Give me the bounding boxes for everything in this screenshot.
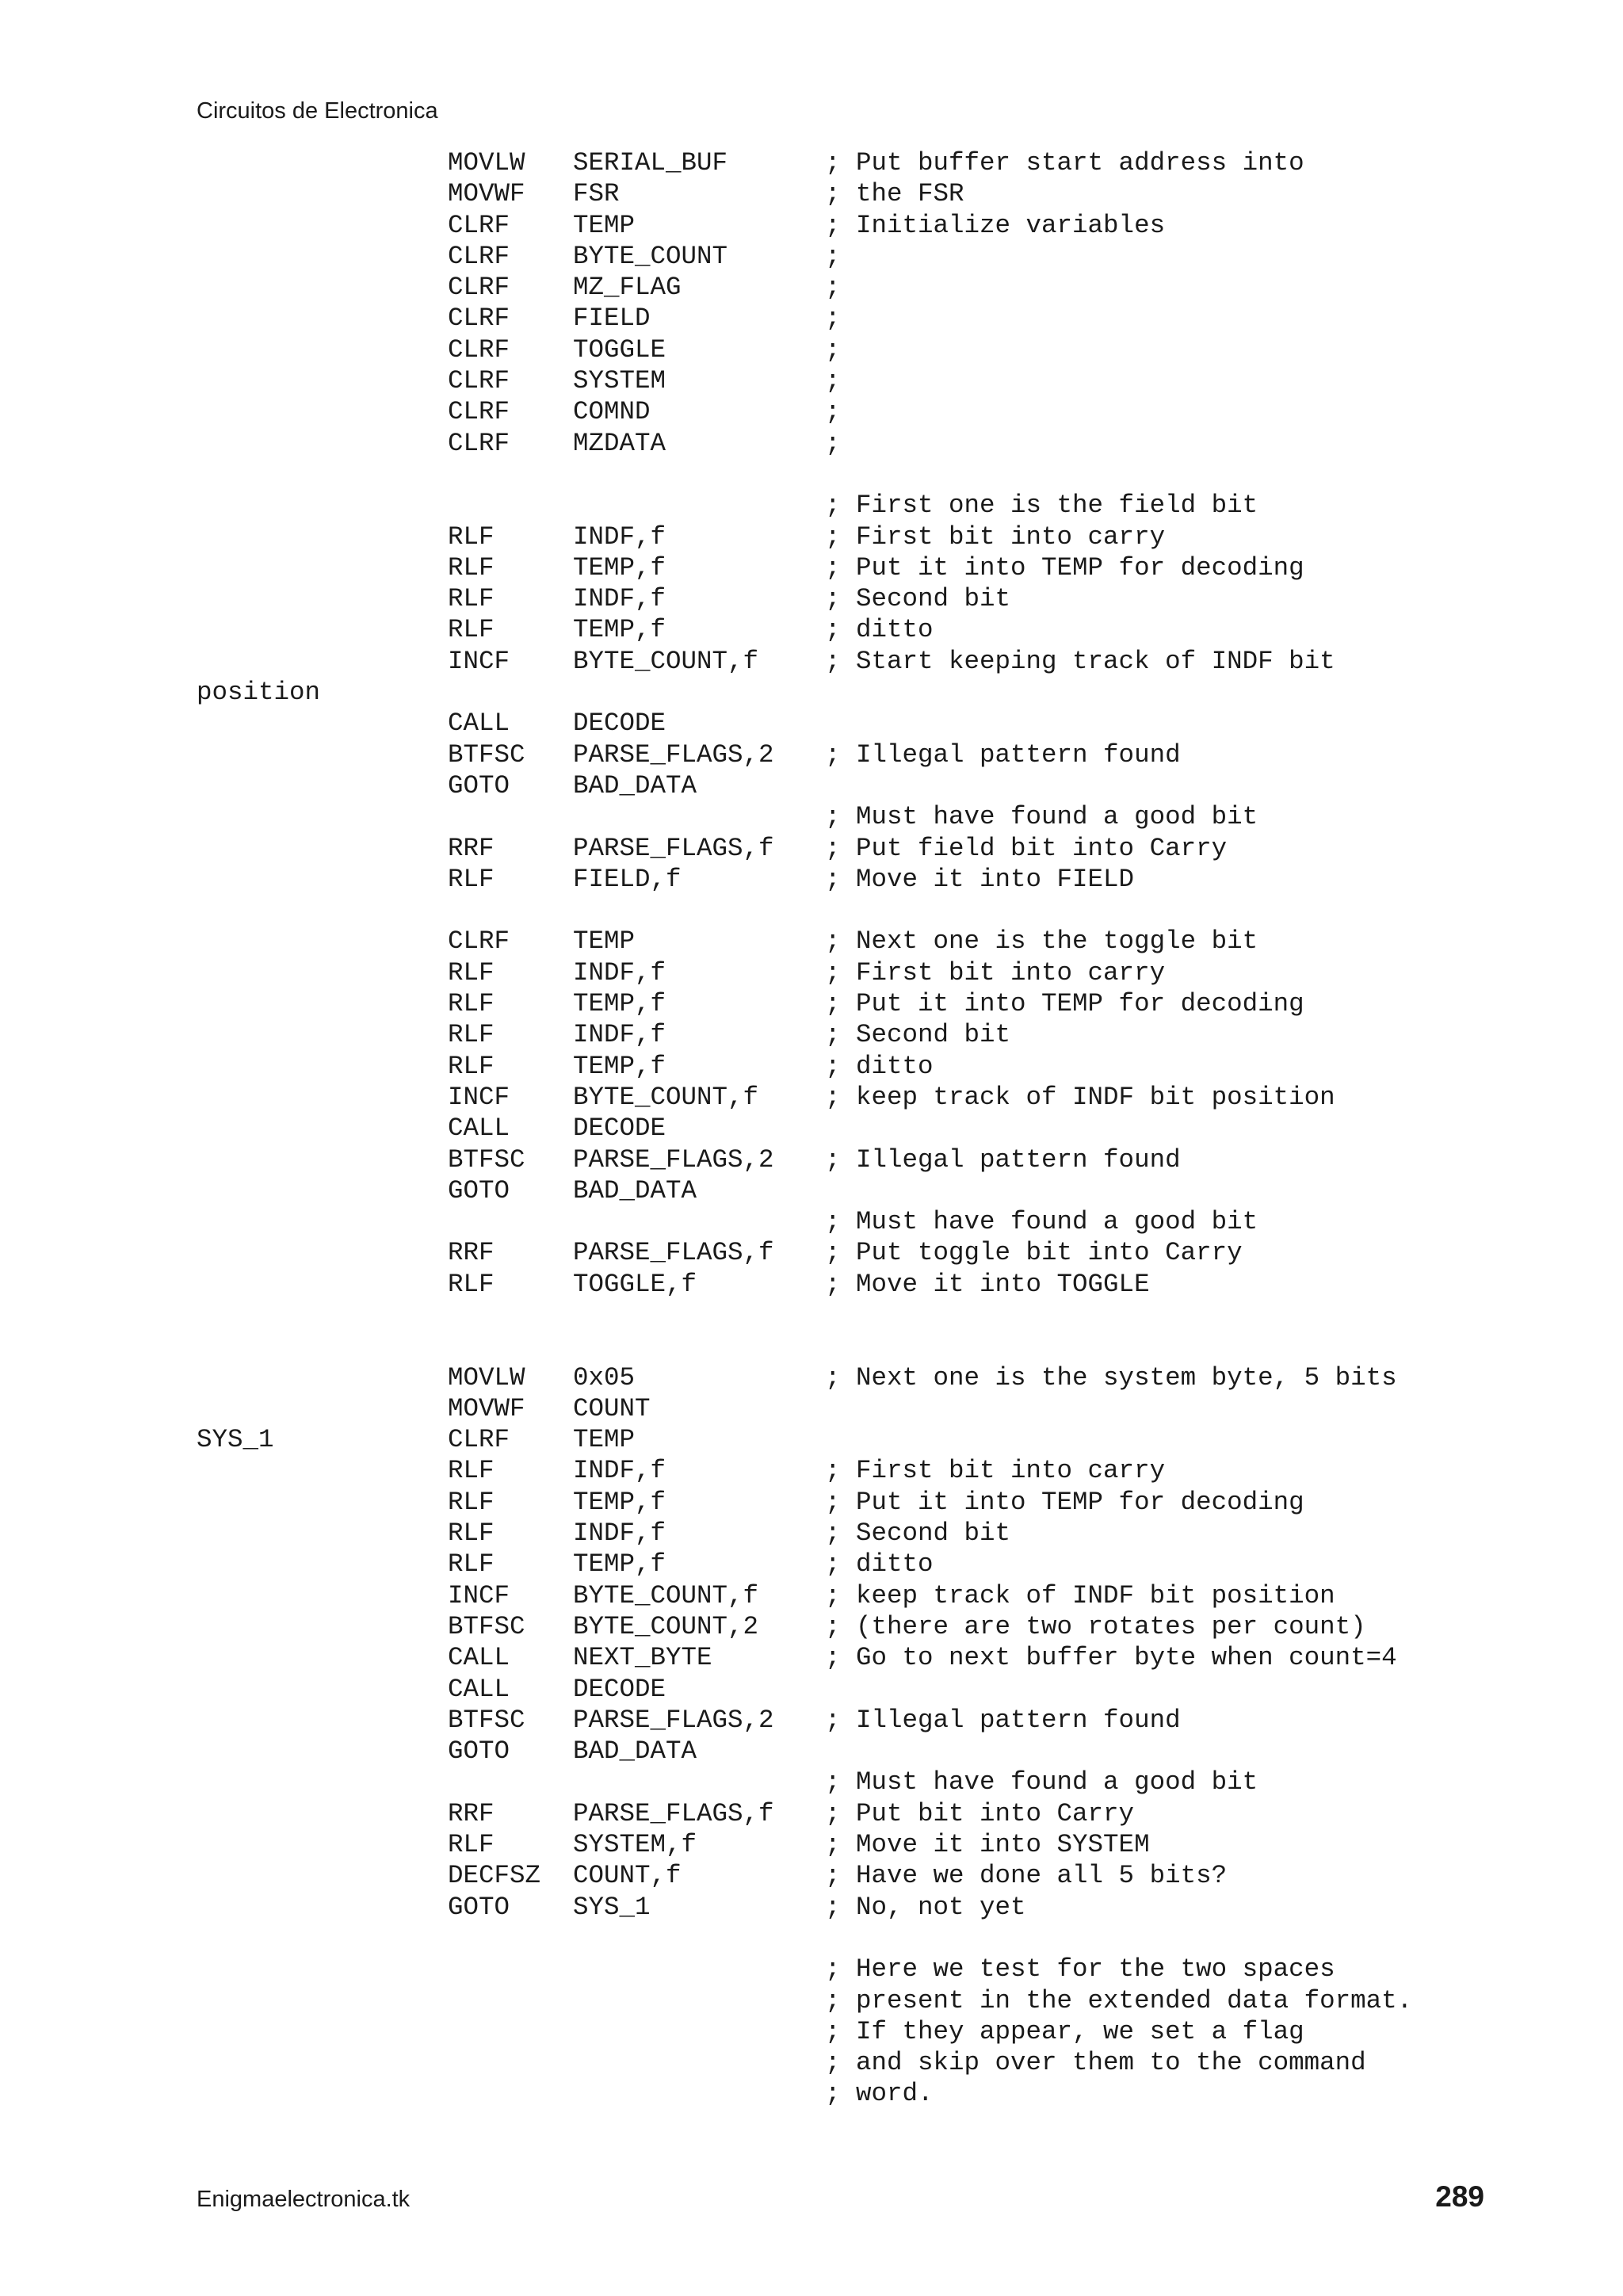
- code-comment: ;: [825, 273, 841, 303]
- code-operand: 0x05: [573, 1362, 636, 1392]
- code-operand: TEMP,f: [573, 1549, 666, 1580]
- code-opcode: INCF: [448, 1580, 510, 1610]
- code-opcode: BTFSC: [448, 1144, 525, 1175]
- code-opcode: RLF: [448, 1549, 495, 1580]
- code-comment: ; Put it into TEMP for decoding: [825, 552, 1304, 583]
- code-comment: ; Move it into FIELD: [825, 864, 1135, 894]
- code-operand: SYSTEM,f: [573, 1830, 697, 1860]
- code-comment: ; Must have found a good bit: [825, 1207, 1258, 1237]
- code-operand: BYTE_COUNT,f: [573, 1082, 759, 1112]
- code-opcode: RLF: [448, 1830, 495, 1860]
- code-opcode: GOTO: [448, 770, 510, 800]
- code-comment: ; If they appear, we set a flag: [825, 2016, 1304, 2046]
- code-operand: MZDATA: [573, 428, 666, 458]
- code-opcode: GOTO: [448, 1175, 510, 1205]
- code-opcode: MOVWF: [448, 1393, 525, 1423]
- code-operand: TEMP,f: [573, 1051, 666, 1081]
- code-comment: ;: [825, 428, 841, 458]
- code-comment: ; Next one is the toggle bit: [825, 926, 1258, 957]
- code-comment: ; Put field bit into Carry: [825, 833, 1228, 863]
- code-operand: BAD_DATA: [573, 770, 697, 800]
- code-comment: ; Move it into SYSTEM: [825, 1830, 1150, 1860]
- code-comment: ; (there are two rotates per count): [825, 1611, 1366, 1641]
- code-opcode: INCF: [448, 1082, 510, 1112]
- code-operand: BYTE_COUNT: [573, 241, 728, 271]
- code-comment: ; Here we test for the two spaces: [825, 1954, 1335, 1985]
- code-operand: FIELD,f: [573, 864, 682, 894]
- code-opcode: CLRF: [448, 241, 510, 271]
- code-comment: ; Must have found a good bit: [825, 802, 1258, 832]
- code-operand: TEMP: [573, 210, 636, 240]
- code-opcode: CLRF: [448, 304, 510, 334]
- code-comment: ; Put it into TEMP for decoding: [825, 1487, 1304, 1517]
- code-comment: ; No, not yet: [825, 1892, 1026, 1922]
- code-operand: COUNT: [573, 1393, 651, 1423]
- code-operand: PARSE_FLAGS,2: [573, 1705, 774, 1735]
- code-opcode: RLF: [448, 521, 495, 552]
- code-operand: BAD_DATA: [573, 1736, 697, 1767]
- code-operand: INDF,f: [573, 584, 666, 614]
- code-comment: ; Put toggle bit into Carry: [825, 1238, 1243, 1268]
- code-label: position: [197, 678, 321, 708]
- code-comment: ; keep track of INDF bit position: [825, 1082, 1335, 1112]
- code-comment: ; Start keeping track of INDF bit: [825, 646, 1335, 676]
- code-operand: PARSE_FLAGS,2: [573, 739, 774, 770]
- code-comment: ; Must have found a good bit: [825, 1767, 1258, 1797]
- code-operand: FIELD: [573, 304, 651, 334]
- code-comment: ; and skip over them to the command: [825, 2048, 1366, 2078]
- code-comment: ; Second bit: [825, 1519, 1011, 1549]
- code-comment: ; First bit into carry: [825, 521, 1166, 552]
- code-opcode: RLF: [448, 864, 495, 894]
- code-operand: PARSE_FLAGS,2: [573, 1144, 774, 1175]
- code-operand: DECODE: [573, 709, 666, 739]
- code-opcode: CLRF: [448, 926, 510, 957]
- code-comment: ; word.: [825, 2079, 934, 2109]
- code-opcode: CLRF: [448, 1425, 510, 1455]
- code-opcode: INCF: [448, 646, 510, 676]
- code-opcode: CLRF: [448, 210, 510, 240]
- code-opcode: RLF: [448, 1519, 495, 1549]
- code-comment: ; the FSR: [825, 179, 964, 209]
- code-opcode: MOVLW: [448, 148, 525, 178]
- code-operand: TEMP,f: [573, 552, 666, 583]
- code-operand: TEMP,f: [573, 615, 666, 645]
- code-operand: INDF,f: [573, 1456, 666, 1486]
- code-opcode: RLF: [448, 615, 495, 645]
- page-header-title: Circuitos de Electronica: [197, 98, 438, 124]
- code-operand: INDF,f: [573, 1020, 666, 1050]
- code-comment: ; Second bit: [825, 584, 1011, 614]
- code-operand: BYTE_COUNT,f: [573, 646, 759, 676]
- code-operand: INDF,f: [573, 957, 666, 988]
- code-opcode: MOVLW: [448, 1362, 525, 1392]
- code-opcode: MOVWF: [448, 179, 525, 209]
- page-number: 289: [1435, 2180, 1484, 2213]
- code-opcode: CALL: [448, 1643, 510, 1673]
- code-opcode: GOTO: [448, 1892, 510, 1922]
- code-opcode: RRF: [448, 1798, 495, 1828]
- code-operand: PARSE_FLAGS,f: [573, 1798, 774, 1828]
- code-opcode: RRF: [448, 833, 495, 863]
- code-comment: ; First bit into carry: [825, 957, 1166, 988]
- code-comment: ; keep track of INDF bit position: [825, 1580, 1335, 1610]
- code-comment: ; First one is the field bit: [825, 491, 1258, 521]
- code-comment: ; ditto: [825, 1051, 934, 1081]
- code-operand: PARSE_FLAGS,f: [573, 833, 774, 863]
- code-operand: INDF,f: [573, 521, 666, 552]
- code-comment: ; Next one is the system byte, 5 bits: [825, 1362, 1397, 1392]
- code-operand: SERIAL_BUF: [573, 148, 728, 178]
- code-comment: ; Have we done all 5 bits?: [825, 1861, 1228, 1891]
- code-comment: ;: [825, 304, 841, 334]
- code-operand: MZ_FLAG: [573, 273, 682, 303]
- code-opcode: CLRF: [448, 334, 510, 365]
- code-opcode: RLF: [448, 1456, 495, 1486]
- code-comment: ; First bit into carry: [825, 1456, 1166, 1486]
- code-operand: TOGGLE: [573, 334, 666, 365]
- code-comment: ; Illegal pattern found: [825, 1705, 1181, 1735]
- code-opcode: RLF: [448, 989, 495, 1019]
- code-operand: DECODE: [573, 1674, 666, 1704]
- code-comment: ; Put buffer start address into: [825, 148, 1304, 178]
- code-opcode: BTFSC: [448, 1705, 525, 1735]
- code-comment: ;: [825, 334, 841, 365]
- code-operand: TEMP: [573, 926, 636, 957]
- code-opcode: RLF: [448, 1269, 495, 1299]
- code-comment: ; Initialize variables: [825, 210, 1166, 240]
- code-opcode: GOTO: [448, 1736, 510, 1767]
- code-opcode: CLRF: [448, 273, 510, 303]
- footer-site-name: Enigmaelectronica.tk: [197, 2187, 411, 2212]
- code-opcode: CLRF: [448, 428, 510, 458]
- code-opcode: RLF: [448, 1051, 495, 1081]
- code-comment: ; Second bit: [825, 1020, 1011, 1050]
- code-operand: TEMP,f: [573, 1487, 666, 1517]
- code-operand: BAD_DATA: [573, 1175, 697, 1205]
- code-comment: ; Illegal pattern found: [825, 1144, 1181, 1175]
- code-operand: BYTE_COUNT,2: [573, 1611, 759, 1641]
- code-comment: ; Illegal pattern found: [825, 739, 1181, 770]
- code-operand: SYSTEM: [573, 366, 666, 396]
- code-comment: ; ditto: [825, 615, 934, 645]
- code-comment: ;: [825, 241, 841, 271]
- code-opcode: RLF: [448, 552, 495, 583]
- code-operand: COUNT,f: [573, 1861, 682, 1891]
- code-opcode: BTFSC: [448, 1611, 525, 1641]
- code-comment: ; Move it into TOGGLE: [825, 1269, 1150, 1299]
- code-operand: TEMP,f: [573, 989, 666, 1019]
- code-comment: ; Put bit into Carry: [825, 1798, 1135, 1828]
- code-comment: ;: [825, 366, 841, 396]
- code-operand: COMND: [573, 397, 651, 427]
- code-operand: SYS_1: [573, 1892, 651, 1922]
- code-opcode: CALL: [448, 709, 510, 739]
- code-comment: ; Put it into TEMP for decoding: [825, 989, 1304, 1019]
- code-comment: ;: [825, 397, 841, 427]
- code-operand: TOGGLE,f: [573, 1269, 697, 1299]
- code-opcode: CALL: [448, 1114, 510, 1144]
- code-comment: ; Go to next buffer byte when count=4: [825, 1643, 1397, 1673]
- code-opcode: RRF: [448, 1238, 495, 1268]
- code-opcode: RLF: [448, 1020, 495, 1050]
- code-opcode: CALL: [448, 1674, 510, 1704]
- code-opcode: RLF: [448, 584, 495, 614]
- code-comment: ; present in the extended data format.: [825, 1985, 1413, 2015]
- code-operand: NEXT_BYTE: [573, 1643, 712, 1673]
- code-opcode: CLRF: [448, 397, 510, 427]
- code-operand: DECODE: [573, 1114, 666, 1144]
- code-operand: INDF,f: [573, 1519, 666, 1549]
- code-opcode: BTFSC: [448, 739, 525, 770]
- code-opcode: RLF: [448, 957, 495, 988]
- code-label: SYS_1: [197, 1425, 274, 1455]
- code-operand: TEMP: [573, 1425, 636, 1455]
- code-operand: BYTE_COUNT,f: [573, 1580, 759, 1610]
- code-operand: FSR: [573, 179, 620, 209]
- code-comment: ; ditto: [825, 1549, 934, 1580]
- code-operand: PARSE_FLAGS,f: [573, 1238, 774, 1268]
- code-opcode: DECFSZ: [448, 1861, 541, 1891]
- code-opcode: RLF: [448, 1487, 495, 1517]
- code-opcode: CLRF: [448, 366, 510, 396]
